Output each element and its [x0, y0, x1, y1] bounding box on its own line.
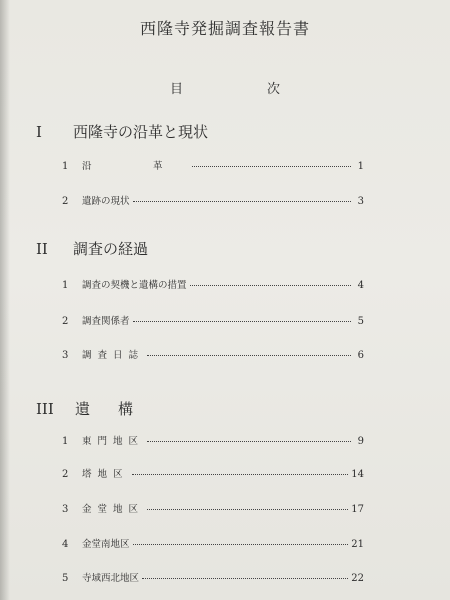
entry-label: 金堂南地区 [82, 539, 130, 550]
toc-heading-char-2: 次 [266, 82, 280, 97]
entry-index: 4 [62, 539, 69, 550]
toc-entry [62, 466, 364, 480]
entry-label: 沿 革 [82, 161, 189, 172]
dot-leader [133, 201, 351, 202]
section-heading-1 [36, 121, 208, 142]
section-title: 西隆寺の沿革と現状 [73, 123, 209, 141]
dot-leader [147, 441, 351, 442]
toc-entry [62, 347, 364, 361]
entry-index: 3 [62, 504, 69, 515]
entry-index: 1 [62, 161, 69, 172]
toc-heading-char-1: 目 [170, 82, 184, 97]
entry-page-number: 14 [351, 469, 364, 480]
entry-page-number: 6 [357, 350, 364, 361]
toc-entry [62, 501, 364, 515]
section-number: II [36, 240, 48, 258]
dot-leader [147, 509, 348, 510]
toc-entry [62, 433, 364, 447]
entry-index: 2 [62, 316, 69, 327]
entry-page-number: 3 [357, 196, 364, 207]
entry-page-number: 9 [357, 436, 364, 447]
entry-label: 金堂地区 [82, 504, 145, 515]
dot-leader [192, 166, 351, 167]
entry-index: 2 [62, 196, 69, 207]
toc-entry [62, 570, 364, 584]
toc-heading [170, 78, 280, 97]
entry-index: 1 [62, 436, 69, 447]
entry-page-number: 17 [351, 504, 364, 515]
entry-label: 寺域西北地区 [82, 573, 140, 584]
section-heading-3 [36, 398, 161, 419]
section-title: 遺構 [75, 400, 162, 418]
entry-index: 3 [62, 350, 69, 361]
entry-page-number: 4 [357, 280, 364, 291]
dot-leader [147, 355, 351, 356]
section-number: III [36, 400, 54, 418]
section-title: 調査の経過 [73, 240, 149, 258]
section-number: I [36, 123, 42, 141]
entry-label: 調査の契機と遺構の措置 [82, 280, 187, 291]
entry-page-number: 5 [357, 316, 364, 327]
entry-index: 1 [62, 280, 69, 291]
entry-index: 2 [62, 469, 69, 480]
entry-page-number: 22 [351, 573, 364, 584]
dot-leader [142, 578, 348, 579]
dot-leader [133, 321, 351, 322]
entry-page-number: 1 [357, 161, 364, 172]
entry-label: 塔地区 [82, 469, 129, 480]
entry-label: 遺跡の現状 [82, 196, 130, 207]
entry-label: 調査関係者 [82, 316, 130, 327]
entry-label: 東門地区 [82, 436, 145, 447]
dot-leader [132, 474, 349, 475]
toc-entry [62, 313, 364, 327]
dot-leader [133, 544, 349, 545]
dot-leader [190, 285, 351, 286]
entry-label: 調査日誌 [82, 350, 145, 361]
toc-entry [62, 536, 364, 550]
entry-page-number: 21 [351, 539, 364, 550]
page-edge-shadow [0, 0, 10, 600]
toc-entry [62, 193, 364, 207]
toc-entry [62, 158, 364, 172]
section-heading-2 [36, 238, 148, 259]
book-title: 西隆寺発掘調査報告書 [139, 19, 310, 38]
toc-entry [62, 277, 364, 291]
entry-index: 5 [62, 573, 69, 584]
